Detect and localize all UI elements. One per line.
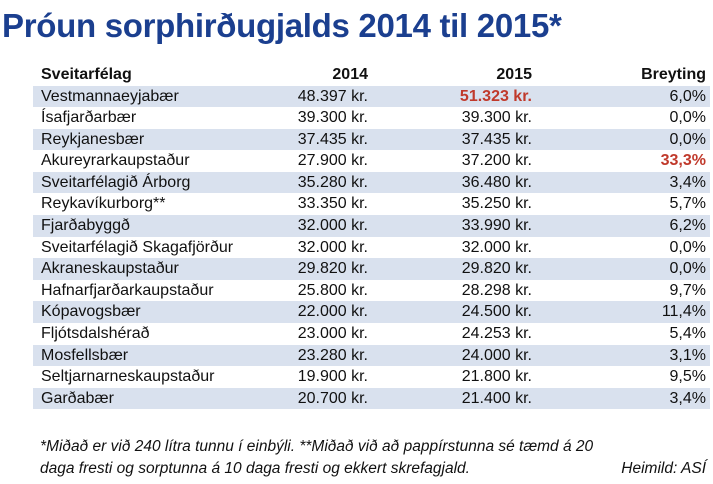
value-2014-cell: 37.435 kr. (297, 130, 368, 148)
footnote-line-1: *Miðað er við 240 lítra tunnu í einbýli. **Miðað við að pappírstunna sé tæmd á 20 (40, 438, 594, 455)
change-cell: 6,2% (669, 217, 706, 235)
value-2014-cell: 35.280 kr. (297, 173, 368, 191)
table-row (33, 193, 710, 215)
value-2015-cell: 39.300 kr. (461, 109, 532, 127)
value-2014-cell: 32.000 kr. (297, 217, 368, 235)
table-row (33, 172, 710, 194)
municipality-cell: Mosfellsbær (41, 346, 129, 364)
footnote (40, 436, 708, 480)
value-2015-cell: 32.000 kr. (461, 238, 532, 256)
value-2014-cell: 25.800 kr. (297, 281, 368, 299)
municipality-cell: Akraneskaupstaður (41, 260, 179, 278)
value-2014-cell: 19.900 kr. (297, 368, 368, 386)
change-cell: 5,4% (669, 325, 706, 343)
table-row (33, 86, 710, 108)
value-2014-cell: 32.000 kr. (297, 238, 368, 256)
header-municipality: Sveitarfélag (41, 66, 132, 83)
change-cell: 3,1% (669, 346, 706, 364)
header-2015: 2015 (496, 66, 532, 83)
value-2014-cell: 29.820 kr. (297, 260, 368, 278)
table-row (33, 388, 710, 410)
municipality-cell: Fljótsdalshérað (41, 325, 150, 343)
value-2015-cell: 24.500 kr. (461, 303, 532, 321)
chart-title: Próun sorphirðugjalds 2014 til 2015* (2, 7, 562, 44)
value-2014-cell: 22.000 kr. (297, 303, 368, 321)
change-cell: 0,0% (669, 238, 706, 256)
header-2014: 2014 (332, 66, 368, 83)
value-2015-cell: 37.435 kr. (461, 130, 532, 148)
change-cell: 3,4% (669, 389, 706, 407)
value-2015-cell: 36.480 kr. (461, 173, 532, 191)
municipality-cell: Ísafjarðarbær (41, 109, 137, 127)
municipality-cell: Vestmannaeyjabær (41, 87, 179, 105)
table-row (33, 280, 710, 302)
value-2015-cell: 24.000 kr. (461, 346, 532, 364)
table-row (33, 301, 710, 323)
municipality-cell: Fjarðabyggð (41, 217, 130, 235)
change-cell: 33,3% (660, 152, 706, 170)
change-cell: 0,0% (669, 109, 706, 127)
municipality-cell: Hafnarfjarðarkaupstaður (41, 281, 214, 299)
change-cell: 5,7% (669, 195, 706, 213)
change-cell: 3,4% (669, 173, 706, 191)
value-2015-cell: 33.990 kr. (461, 217, 532, 235)
change-cell: 6,0% (669, 87, 706, 105)
value-2014-cell: 48.397 kr. (297, 87, 368, 105)
value-2015-cell: 21.800 kr. (461, 368, 532, 386)
value-2014-cell: 23.000 kr. (297, 325, 368, 343)
table-row (33, 323, 710, 345)
value-2015-cell: 37.200 kr. (461, 152, 532, 170)
header-change: Breyting (641, 66, 706, 83)
value-2015-cell: 24.253 kr. (461, 325, 532, 343)
municipality-cell: Sveitarfélagið Skagafjörður (41, 238, 234, 256)
municipality-cell: Sveitarfélagið Árborg (41, 173, 191, 191)
footnote-line-2-wrap (40, 458, 708, 480)
value-2014-cell: 39.300 kr. (297, 109, 368, 127)
municipality-cell: Akureyrarkaupstaður (41, 152, 190, 170)
change-cell: 0,0% (669, 130, 706, 148)
value-2014-cell: 33.350 kr. (297, 195, 368, 213)
table-row (33, 129, 710, 151)
municipality-cell: Kópavogsbær (41, 303, 141, 321)
table-row (33, 107, 710, 129)
table-row (33, 150, 710, 172)
value-2015-cell: 29.820 kr. (461, 260, 532, 278)
table-header-row (33, 64, 710, 86)
source-credit: Heimild: ASÍ (621, 460, 706, 477)
footnote-line-2: daga fresti og sorptunna á 10 daga fresti og ekkert skrefagjald. (40, 460, 470, 477)
value-2014-cell: 23.280 kr. (297, 346, 368, 364)
change-cell: 0,0% (669, 260, 706, 278)
table-row (33, 258, 710, 280)
municipality-cell: Reykavíkurborg** (41, 195, 166, 213)
value-2014-cell: 20.700 kr. (297, 389, 368, 407)
change-cell: 11,4% (661, 303, 706, 321)
municipality-cell: Reykjanesbær (41, 130, 145, 148)
change-cell: 9,7% (669, 281, 706, 299)
table-row (33, 237, 710, 259)
value-2015-cell: 28.298 kr. (461, 281, 532, 299)
table-row (33, 215, 710, 237)
municipality-cell: Seltjarnarneskaupstaður (41, 368, 215, 386)
value-2015-cell: 51.323 kr. (459, 87, 532, 105)
change-cell: 9,5% (669, 368, 706, 386)
value-2015-cell: 35.250 kr. (461, 195, 532, 213)
data-table (33, 64, 710, 409)
municipality-cell: Garðabær (41, 389, 114, 407)
value-2014-cell: 27.900 kr. (297, 152, 368, 170)
table-row (33, 366, 710, 388)
table-body (33, 86, 710, 410)
value-2015-cell: 21.400 kr. (461, 389, 532, 407)
table-row (33, 345, 710, 367)
